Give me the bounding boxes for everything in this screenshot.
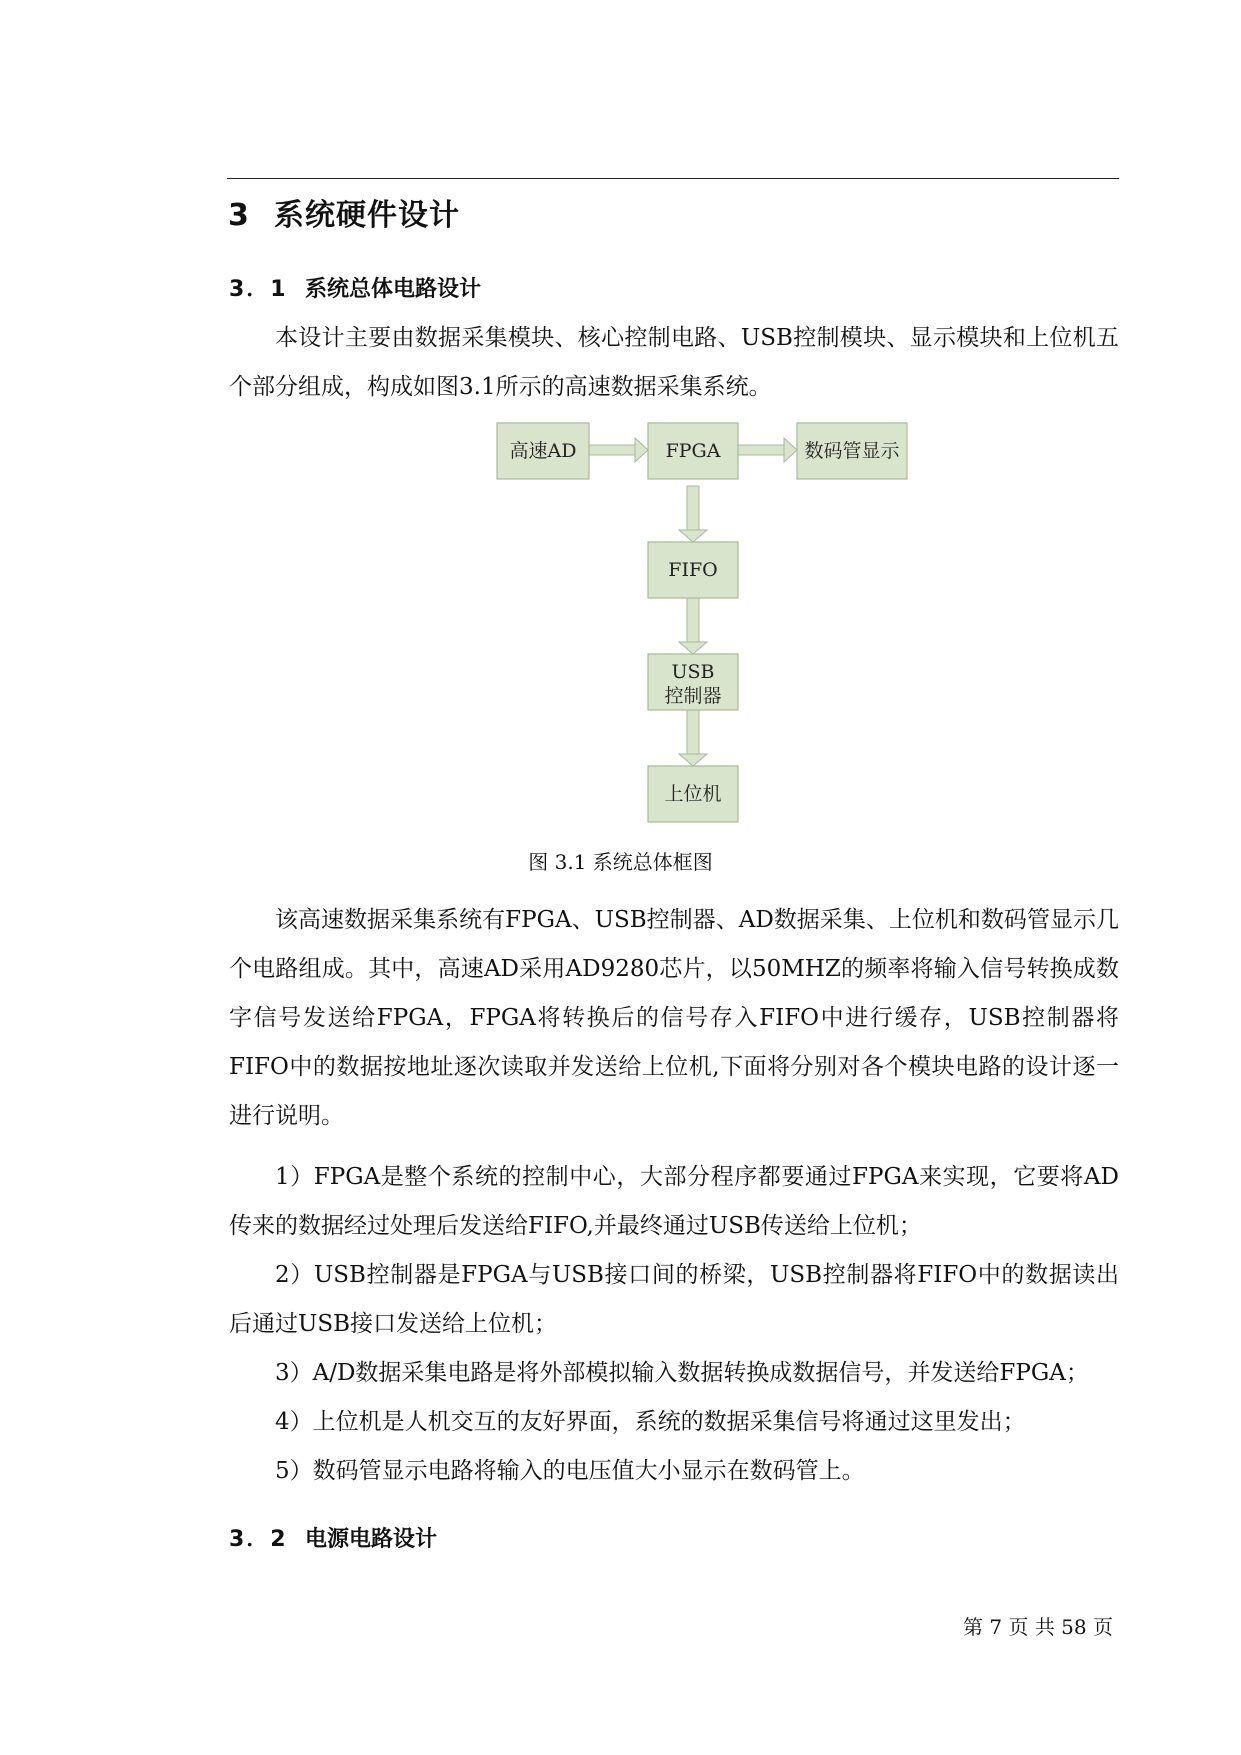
list-item-4: 4）上位机是人机交互的友好界面，系统的数据采集信号将通过这里发出； [275, 1409, 1026, 1435]
chapter-heading [228, 190, 460, 234]
intro-paragraph: 本设计主要由数据采集模块、核心控制电路、USB控制模块、显示模块和上位机五个部分组成，构成如图3.1所示的高速数据采集系统。 [229, 325, 1119, 400]
body-paragraph: 该高速数据采集系统有FPGA、USB控制器、AD数据采集、上位机和数码管显示几个电路组成。其中，高速AD采用AD9280芯片，以50MHZ的频率将输入信号转换成数字信号发送给FPGA，FPGA将转换后的信号存入FIFO中进行缓存，USB控制器将FIFO中的数据按地址逐次读取并发送给上位机,下面将分别对各个模块电路的设计逐一进行说明。 [229, 907, 1119, 1129]
arrow-ad-to-fpga [589, 438, 648, 462]
node-usb-label-line1: USB [671, 661, 715, 683]
arrow-fpga-to-display [738, 438, 797, 462]
node-adc-label: 高速AD [509, 440, 577, 462]
list-item-2: 2）USB控制器是FPGA与USB接口间的桥梁，USB控制器将FIFO中的数据读出后通过USB接口发送给上位机； [229, 1262, 1119, 1337]
section-title: 系统总体电路设计 [305, 277, 482, 302]
node-usb-controller [648, 654, 738, 710]
figure-caption: 图 3.1 系统总体框图 [528, 850, 713, 874]
node-fifo [648, 542, 738, 598]
chapter-title: 系统硬件设计 [274, 198, 460, 233]
arrow-fifo-to-usb [679, 598, 707, 654]
node-fpga [648, 423, 738, 479]
arrow-fpga-to-fifo [679, 486, 707, 542]
node-host [648, 766, 738, 822]
node-display [797, 423, 907, 479]
node-usb-label-line2: 控制器 [664, 685, 722, 707]
section-heading-3-2 [229, 1522, 437, 1553]
section-title: 电源电路设计 [305, 1527, 438, 1552]
list-item-3: 3）A/D数据采集电路是将外部模拟输入数据转换成数据信号，并发送给FPGA； [275, 1360, 1089, 1386]
list-item-1: 1）FPGA是整个系统的控制中心，大部分程序都要通过FPGA来实现，它要将AD传来的数据经过处理后发送给FIFO,并最终通过USB传送给上位机； [229, 1164, 1119, 1239]
page-footer: 第 7 页 共 58 页 [963, 1615, 1113, 1639]
node-host-label: 上位机 [664, 783, 722, 805]
node-fpga-label: FPGA [665, 440, 721, 462]
node-fifo-label: FIFO [668, 559, 718, 581]
chapter-number: 3 [228, 198, 250, 233]
header-rule [227, 178, 1119, 179]
list-item-5: 5）数码管显示电路将输入的电压值大小显示在数码管上。 [275, 1458, 865, 1484]
system-block-diagram [490, 420, 910, 830]
section-number: 3．2 [229, 1527, 288, 1552]
section-number: 3．1 [229, 277, 288, 302]
node-display-label: 数码管显示 [804, 440, 900, 462]
section-heading-3-1 [229, 272, 481, 303]
node-adc [497, 423, 589, 479]
arrow-usb-to-host [679, 710, 707, 766]
